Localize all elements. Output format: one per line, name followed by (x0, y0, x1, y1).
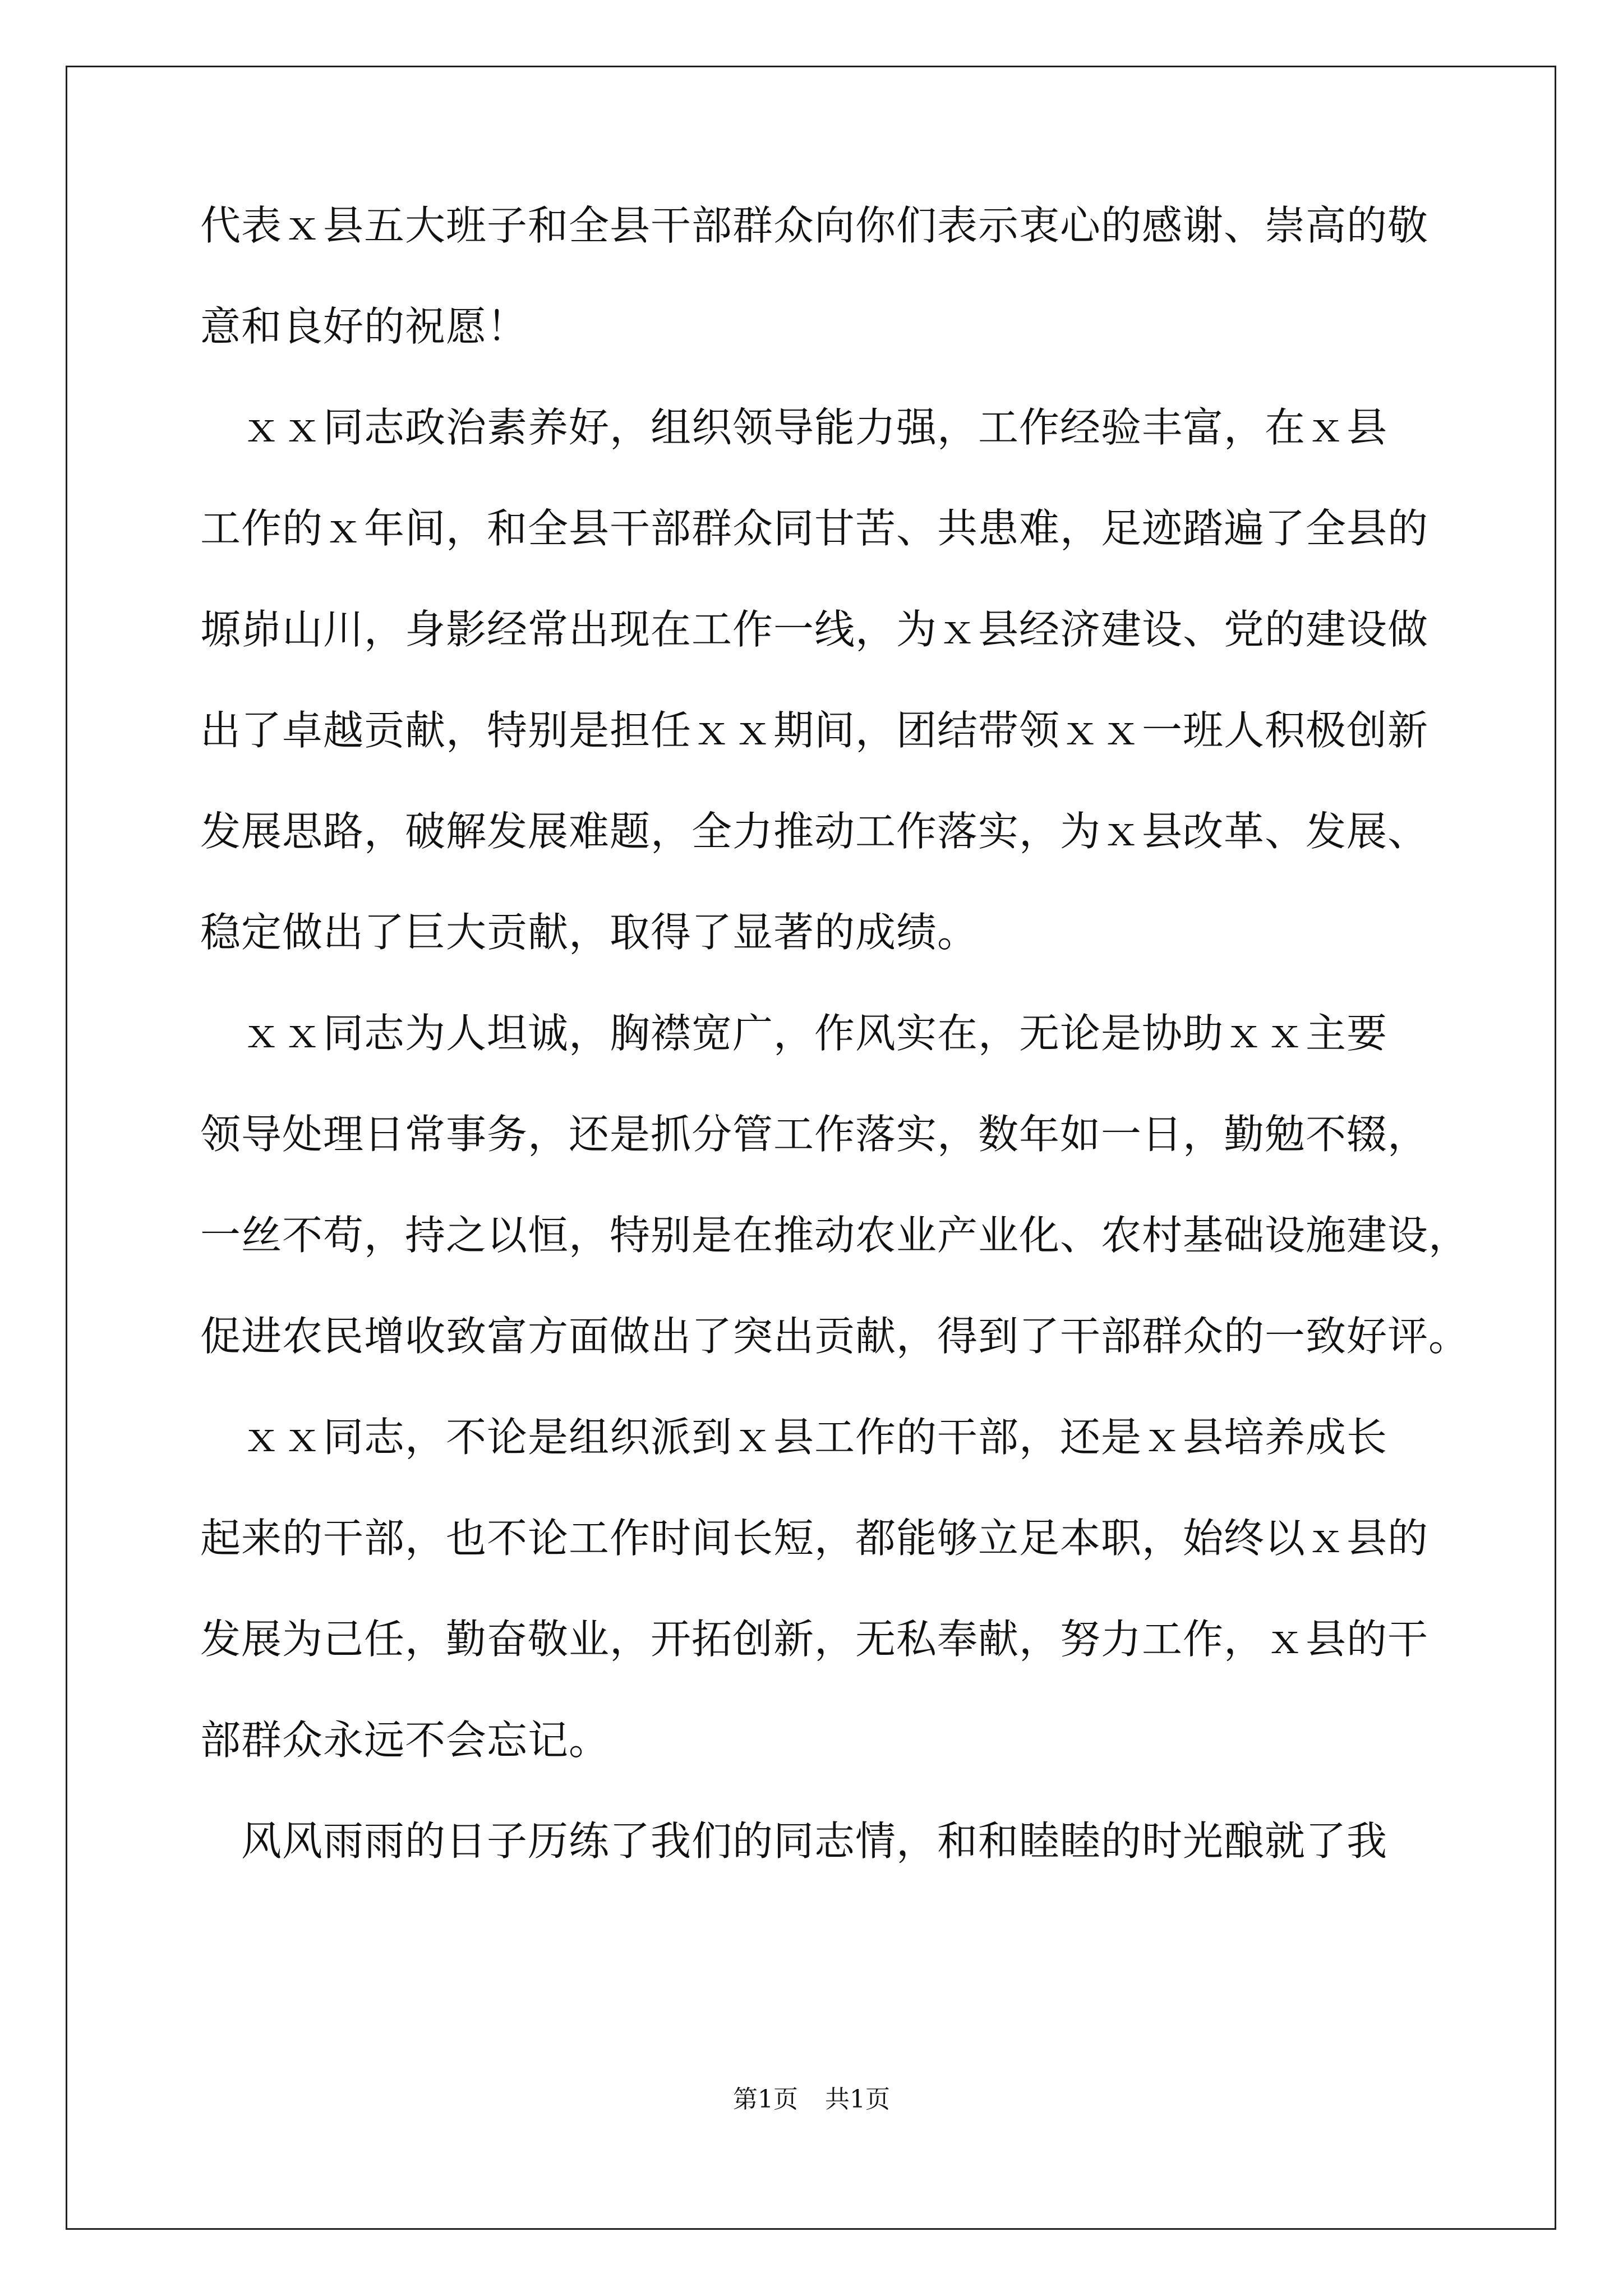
text-line: 领导处理日常事务，还是抓分管工作落实，数年如一日，勤勉不辍， (200, 1111, 1429, 1158)
text-line: 起来的干部，也不论工作时间长短，都能够立足本职，始终以ｘ县的 (200, 1515, 1429, 1562)
text-line: 促进农民增收致富方面做出了突出贡献，得到了干部群众的一致好评。 (200, 1313, 1470, 1360)
text-line: 部群众永远不会忘记。 (200, 1717, 610, 1764)
text-line: 塬峁山川，身影经常出现在工作一线，为ｘ县经济建设、党的建设做 (200, 606, 1429, 653)
text-line: ｘｘ同志，不论是组织派到ｘ县工作的干部，还是ｘ县培养成长 (200, 1414, 1388, 1461)
text-line: 出了卓越贡献，特别是担任ｘｘ期间，团结带领ｘｘ一班人积极创新 (200, 707, 1429, 754)
text-line: 风风雨雨的日子历练了我们的同志情，和和睦睦的时光酿就了我 (200, 1818, 1388, 1865)
text-line: 发展为己任，勤奋敬业，开拓创新，无私奉献，努力工作，ｘ县的干 (200, 1616, 1429, 1663)
page-footer (0, 2084, 1623, 2115)
page-number: 第1页 (733, 2085, 798, 2114)
text-line: 发展思路，破解发展难题，全力推动工作落实，为ｘ县改革、发展、 (200, 808, 1429, 855)
text-line: 意和良好的祝愿！ (200, 303, 528, 350)
page-total: 共1页 (825, 2085, 890, 2114)
text-line: ｘｘ同志为人坦诚，胸襟宽广，作风实在，无论是协助ｘｘ主要 (200, 1010, 1388, 1057)
text-line: 一丝不苟，持之以恒，特别是在推动农业产业化、农村基础设施建设， (200, 1212, 1470, 1259)
text-line: 代表ｘ县五大班子和全县干部群众向你们表示衷心的感谢、崇高的敬 (200, 202, 1429, 249)
text-line: 稳定做出了巨大贡献，取得了显著的成绩。 (200, 909, 979, 956)
text-line: 工作的ｘ年间，和全县干部群众同甘苦、共患难，足迹踏遍了全县的 (200, 505, 1429, 552)
text-line: ｘｘ同志政治素养好，组织领导能力强，工作经验丰富，在ｘ县 (200, 404, 1388, 451)
